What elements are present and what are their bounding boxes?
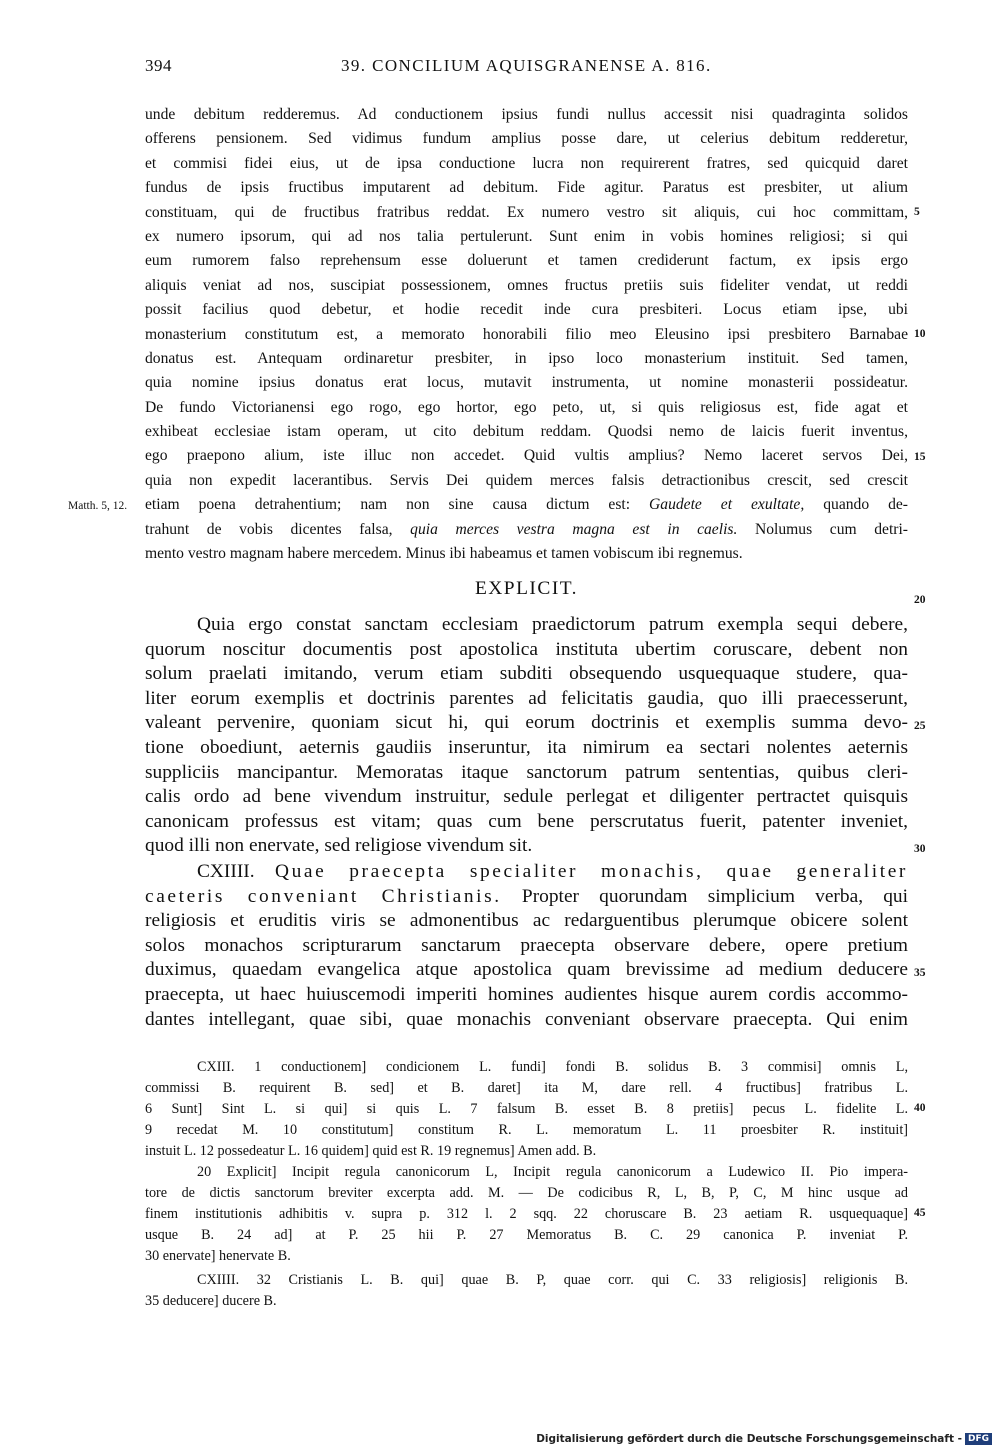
text-line: aliquis veniat ad nos, suscipiat possessionem, omnes fructus pretiis suis fideliter vendat, ut reddi [145,276,908,294]
quote-italic: quia merces vestra magna est in caelis. [410,520,738,538]
text-line: exhibeat ecclesiae istam operam, ut cito debitum reddam. Quodsi nemo de laicis fuerit inventus, [145,423,908,441]
text-line: De fundo Victorianensi ego rogo, ego hortor, ego peto, ut, si quis religiosus est, fide agat et [145,398,908,416]
chapter-number: CXIIII. [197,861,275,882]
text-line: solos monachos scripturarum sanctarum praecepta observare debere, opere pretium [145,934,908,956]
text-line: suppliciis mancipantur. Memoratas itaque sanctorum patrum sententias, quibus cleri- [145,761,908,783]
line-number: 45 [914,1207,926,1219]
line-part: Propter quorundam simplicium verba, qui [501,885,909,907]
text-line: religiosis et eruditis viris se admonentibus ac redarguentibus plerumque obicere solent [145,910,908,932]
text-line: offerens pensionem. Sed vidimus fundum amplius posse dare, ut celerius debitum redderetur, [145,130,908,148]
footer-text: Digitalisierung gefördert durch die Deutsche Forschungsgemeinschaft - [536,1433,962,1445]
footnote-line: usque B. 24 ad] at P. 25 hii P. 27 Memoratus B. C. 29 canonica P. inveniat P. [145,1226,908,1243]
text-line: constituam, qui de fructibus fratribus reddat. Ex numero vestro sit aliquis, cui hoc committam, [145,203,908,221]
line-number: 35 [914,967,926,979]
footnotes-explicit [145,1162,908,1266]
running-head: 39. CONCILIUM AQUISGRANENSE A. 816. [341,56,712,75]
text-line: donatus est. Antequam ordinaretur presbiter, in ipso loco monasterium instituit. Sed tamen, [145,349,908,367]
chapter-cxiiii [145,860,908,1032]
line-part: Nolumus cum detri- [737,520,908,538]
text-line: calis ordo ad bene vivendum instruitur, sedule perlegat et diligenter pertractet quisquis [145,786,908,808]
footnote-line: tore de dictis sanctorum breviter excerpta add. M. — De codicibus R, L, B, P, C, M hinc usque ad [145,1184,908,1201]
chapter-title-line [145,885,908,910]
text-line: eum rumorem falso reprehensum esse doluerunt et tamen crediderunt factum, ex ipsis ergo [145,252,908,270]
text-line [145,518,908,542]
footnote-line: 35 deducere] ducere B. [145,1292,277,1309]
text-line: liter eorum exemplis et doctrinis parentes ad felicitatis gaudia, quo illi praecesserunt, [145,687,908,709]
text-line: fundus de ipsis fructibus imputarent ad debitum. Fide agitur. Paratus est presbiter, ut alium [145,179,908,197]
text-line [145,493,908,517]
footnote-line: CXIIII. 32 Cristianis L. B. qui] quae B. P, quae corr. qui C. 33 religiosis] religionis B. [197,1272,908,1288]
text-line: praecepta, ut haec huiuscemodi imperiti homines audientes hisque aurem cordis accommo- [145,983,908,1005]
footnotes-cxiii [145,1057,908,1161]
footnote-line: instuit L. 12 possedeatur L. 16 quidem] quid est R. 19 regnemus] Amen add. B. [145,1142,597,1159]
text-line: tione oboediunt, aeternis gaudiis inseruntur, ita nimirum ea sectari nolentes aeternis [145,736,908,758]
footnote-line: commissi B. requirent B. sed] et B. daret] ita M, dare rell. 4 fructibus] fratribus L. [145,1079,908,1096]
page-number: 394 [145,56,172,75]
text-line: quia non expedit lacerantibus. Servis Dei quidem merces falsis detractionibus crescit, sed crescit [145,471,908,489]
footnote-line: finem institutionis adhibitis v. supra p. 312 l. 2 sqq. 22 choruscare B. 23 aetiam R. usquequaque] [145,1205,908,1222]
text-line: mento vestro magnam habere mercedem. Minus ibi habeamus et tamen vobiscum ibi regnemus. [145,545,743,563]
line-number: 40 [914,1102,926,1114]
continuation-text [145,103,908,566]
text-line: solum praelati imitando, verum etiam subditi obsequendo usquequaque studere, qua- [145,663,908,685]
text-line: ex numero ipsorum, qui ad nos talia pertulerunt. Sunt enim in vobis homines religiosi; si qui [145,227,908,245]
text-line: dantes intellegant, quae sibi, quae monachis conveniant observare praecepta. Qui enim [145,1008,908,1030]
line-number: 5 [914,206,920,218]
line-part: quando de- [804,496,908,514]
text-line: quorum noscitur documentis post apostolica instituta ubertim coruscare, debent non [145,638,908,660]
text-line: canonicam professus est vitam; quas cum bene perscrutatus fuerit, patenter inveniet, [145,810,908,832]
explicit-heading: EXPLICIT. [474,578,579,599]
text-line: unde debitum redderemus. Ad conductionem ipsius fundi nullus accessit nisi quadraginta solidos [145,106,908,123]
quote-italic: Gaudete et exultate, [649,496,805,514]
text-line: et commisi fidei eius, ut de ipsa conductione lucra non requirerent fratres, sed quicquid daret [145,154,908,172]
line-number: 10 [914,328,926,340]
margin-note: Matth. 5, 12. [68,500,128,512]
digitization-footer [536,1433,992,1445]
text-line: ego praepono alium, iste illuc non accedet. Quid vultis amplius? Nemo laceret servos Dei, [145,447,908,465]
explicit-paragraph [145,613,908,859]
line-number: 30 [914,843,926,855]
chapter-title-line [145,860,908,885]
text-line: monasterium constitutum est, a memorato honorabili filio meo Eleusino ipsi presbitero Barnabae [145,325,908,343]
line-number: 20 [914,594,926,606]
dfg-logo: DFG [965,1433,992,1445]
chapter-title: caeteris conveniant Christianis. [145,885,502,907]
footnote-line: 30 enervate] henervate B. [145,1247,291,1264]
line-part: trahunt de vobis dicentes falsa, [145,520,411,538]
text-line: quia nomine ipsius donatus erat locus, mutavit instrumenta, ut nomine monasterii possideatur. [145,374,908,392]
text-line: valeant pervenire, quoniam sicut hi, qui eorum doctrinis et exemplis summa devo- [145,712,908,734]
footnote-line: 9 recedat M. 10 constitutum] constitum R. L. memoratum L. 11 proesbiter R. instituit] [145,1121,908,1138]
line-part: etiam poena detrahentium; nam non sine causa dictum est: [145,496,650,514]
text-line: possit facilius quod debetur, et hodie recedit inde cura presbiteri. Locus etiam ipse, ubi [145,301,908,319]
footnote-line: CXIII. 1 conductionem] condicionem L. fundi] fondi B. solidus B. 3 commisi] omnis L, [197,1059,908,1075]
footnotes-cxiiii [145,1270,908,1312]
footnote-line: 6 Sunt] Sint L. si qui] si quis L. 7 falsum B. esset B. 8 pretiis] pecus L. fidelite L. [145,1100,908,1117]
text-line: Quia ergo constat sanctam ecclesiam praedictorum patrum exempla sequi debere, [197,614,908,635]
chapter-title: Quae praecepta specialiter monachis, quae generaliter [274,861,908,882]
text-line: duximus, quaedam evangelica atque apostolica quam brevissime ad medium deducere [145,959,908,981]
footnote-line: 20 Explicit] Incipit regula canonicorum L, Incipit regula canonicorum a Ludewico II. Pio impera- [197,1164,908,1180]
line-number: 25 [914,720,926,732]
line-number: 15 [914,451,926,463]
text-line: quod illi non enervate, sed religiose vivendum sit. [145,835,533,857]
